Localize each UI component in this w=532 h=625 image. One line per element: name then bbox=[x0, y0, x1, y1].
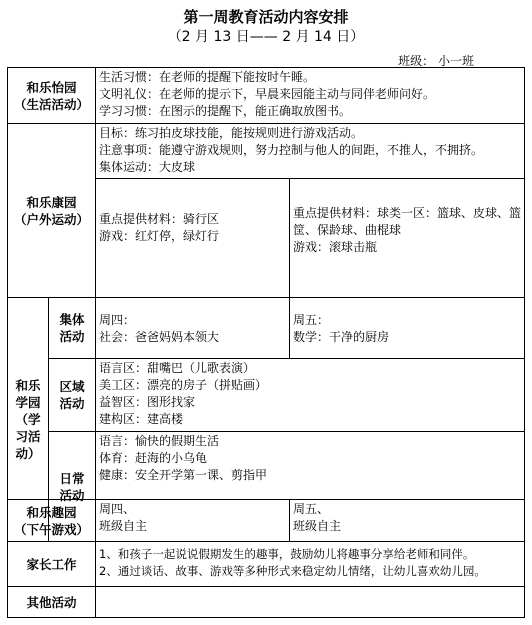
kangyuan-right-game: 游戏：滚球击瓶 bbox=[293, 240, 378, 254]
regional-activity-label bbox=[48, 358, 96, 432]
section-family-header bbox=[7, 541, 96, 587]
regional-label-part: 区域 bbox=[59, 379, 85, 394]
xueyuan-name-part: 和乐 bbox=[15, 378, 41, 393]
regional-label-part: 活动 bbox=[59, 396, 85, 411]
yiyuan-line: 学习习惯：在图示的提醒下，能正确取放图书。 bbox=[99, 104, 352, 118]
xueyuan-name-part: 学园 bbox=[15, 395, 41, 410]
collective-thursday-line: 周四： bbox=[99, 313, 136, 327]
xueyuan-name-part: （学 bbox=[15, 412, 41, 427]
other-activities-content bbox=[95, 586, 525, 618]
quyuan-friday bbox=[289, 499, 525, 542]
regional-line: 语言区：甜嘴巴（儿歌表演） bbox=[99, 361, 256, 375]
kangyuan-left-line: 游戏：红灯停，绿灯行 bbox=[99, 229, 220, 243]
kangyuan-left-area bbox=[95, 178, 290, 298]
kangyuan-right-area bbox=[289, 178, 525, 298]
regional-line: 美工区：漂亮的房子（拼贴画） bbox=[99, 378, 268, 392]
regional-activity-content bbox=[95, 358, 525, 432]
kangyuan-line: 注意事项：能遵守游戏规则，努力控制与他人的间距，不推人，不拥挤。 bbox=[99, 143, 484, 157]
quyuan-thursday bbox=[95, 499, 290, 542]
family-name: 家长工作 bbox=[26, 556, 77, 572]
xueyuan-name-part: 动） bbox=[15, 446, 41, 461]
family-line: 1、和孩子一起说说假期发生的趣事，鼓励幼儿将趣事分享给老师和同伴。 bbox=[99, 547, 475, 561]
family-work-content bbox=[95, 541, 525, 587]
collective-friday-line: 周五： bbox=[293, 313, 330, 327]
quyuan-friday-line: 周五、 bbox=[293, 502, 330, 516]
yiyuan-line: 文明礼仪：在老师的提示下，早晨来园能主动与同伴老师问好。 bbox=[99, 87, 436, 101]
daily-line: 体育：赶海的小乌龟 bbox=[99, 451, 208, 465]
kangyuan-subname: （户外运动） bbox=[13, 211, 89, 227]
collective-label-part: 活动 bbox=[59, 329, 85, 344]
yiyuan-line: 生活习惯：在老师的提醒下能按时午睡。 bbox=[99, 70, 316, 84]
collective-friday bbox=[289, 297, 525, 359]
kangyuan-right-materials: 重点提供材料：球类一区：篮球、皮球、篮筐、保龄球、曲棍球 bbox=[293, 206, 522, 237]
date-range: （2 月 13 日—— 2 月 14 日） bbox=[167, 29, 365, 45]
kangyuan-goals bbox=[95, 123, 525, 179]
quyuan-name: 和乐趣园 bbox=[26, 504, 77, 520]
daily-line: 健康：安全开学第一课、剪指甲 bbox=[99, 468, 268, 482]
collective-thursday-line: 社会：爸爸妈妈本领大 bbox=[99, 330, 220, 344]
quyuan-thursday-line: 周四、 bbox=[99, 502, 136, 516]
yiyuan-name: 和乐怡园 bbox=[26, 79, 77, 95]
family-line: 2、通过谈话、故事、游戏等多种形式来稳定幼儿情绪，让幼儿喜欢幼儿园。 bbox=[99, 564, 486, 578]
collective-activity-label bbox=[48, 297, 96, 359]
other-name: 其他活动 bbox=[26, 594, 77, 610]
daily-line: 语言：愉快的假期生活 bbox=[99, 434, 220, 448]
kangyuan-left-line: 重点提供材料：骑行区 bbox=[99, 212, 220, 226]
daily-label-part: 日常 bbox=[59, 470, 85, 486]
quyuan-thursday-line: 班级自主 bbox=[99, 519, 148, 533]
daily-label-part: 活动 bbox=[59, 487, 85, 503]
xueyuan-name-part: 习活 bbox=[15, 429, 41, 444]
quyuan-subname: （下午游戏） bbox=[13, 521, 89, 537]
section-quyuan-header bbox=[7, 499, 96, 542]
section-yiyuan-header bbox=[7, 67, 96, 124]
section-yiyuan-content bbox=[95, 67, 525, 124]
collective-friday-line: 数学：干净的厨房 bbox=[293, 330, 390, 344]
quyuan-friday-line: 班级自主 bbox=[293, 519, 342, 533]
kangyuan-line: 集体运动：大皮球 bbox=[99, 160, 196, 174]
collective-label-part: 集体 bbox=[59, 312, 85, 327]
kangyuan-name: 和乐康园 bbox=[26, 194, 77, 210]
section-other-header bbox=[7, 586, 96, 618]
section-kangyuan-header bbox=[7, 123, 96, 298]
collective-thursday bbox=[95, 297, 290, 359]
regional-line: 建构区：建高楼 bbox=[99, 412, 184, 426]
page-title: 第一周教育活动内容安排 bbox=[183, 8, 349, 26]
kangyuan-line: 目标：练习拍皮球技能，能按规则进行游戏活动。 bbox=[99, 126, 364, 140]
regional-line: 益智区：图形找家 bbox=[99, 395, 196, 409]
yiyuan-subname: （生活活动） bbox=[13, 96, 89, 112]
class-label: 班级： 小一班 bbox=[398, 54, 474, 68]
